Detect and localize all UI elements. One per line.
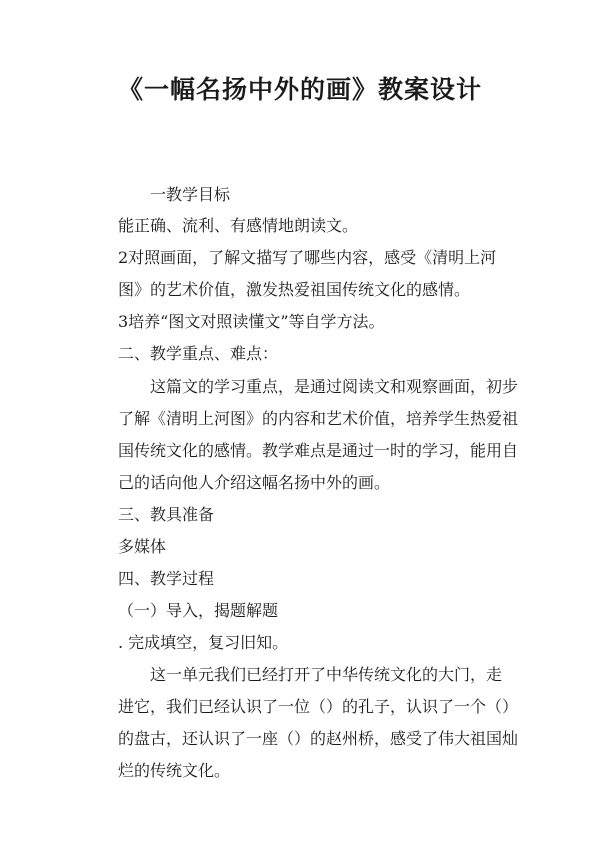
section-heading-materials: 三、教具准备	[118, 505, 215, 524]
text-line: 己的话向他人介绍这幅名扬中外的画。	[118, 473, 391, 492]
text-line: . 完成填空，复习旧知。	[118, 633, 289, 652]
text-line: 能正确、流利、有感情地朗读文。	[118, 216, 359, 235]
section-heading-key-points: 二、教学重点、难点：	[118, 344, 279, 363]
text-line: 这一单元我们已经打开了中华传统文化的大门，走	[150, 665, 503, 684]
text-line: 多媒体	[118, 537, 167, 556]
text-line: 烂的传统文化。	[118, 761, 231, 780]
section-heading-objectives: 一教学目标	[150, 185, 231, 204]
document-title: 《一幅名扬中外的画》教案设计	[117, 75, 482, 104]
text-line: 图》的艺术价值，激发热爱祖国传统文化的感情。	[118, 280, 471, 299]
subsection-heading: （一）导入，揭题解题	[118, 601, 279, 620]
text-line: 这篇文的学习重点，是通过阅读文和观察画面，初步	[150, 377, 519, 396]
text-line: 2对照画面，了解文描写了哪些内容，感受《清明上河	[118, 248, 497, 267]
text-line: 的盘古，还认识了一座（）的赵州桥，感受了伟大祖国灿	[118, 729, 519, 748]
text-line: 国传统文化的感情。教学难点是通过一时的学习，能用自	[118, 441, 519, 460]
text-line: 3培养“图文对照读懂文”等自学方法。	[118, 312, 385, 331]
text-line: 了解《清明上河图》的内容和艺术价值，培养学生热爱祖	[118, 409, 519, 428]
text-line: 进它，我们已经认识了一位（）的孔子，认识了一个（）	[118, 697, 519, 716]
section-heading-process: 四、教学过程	[118, 569, 215, 588]
